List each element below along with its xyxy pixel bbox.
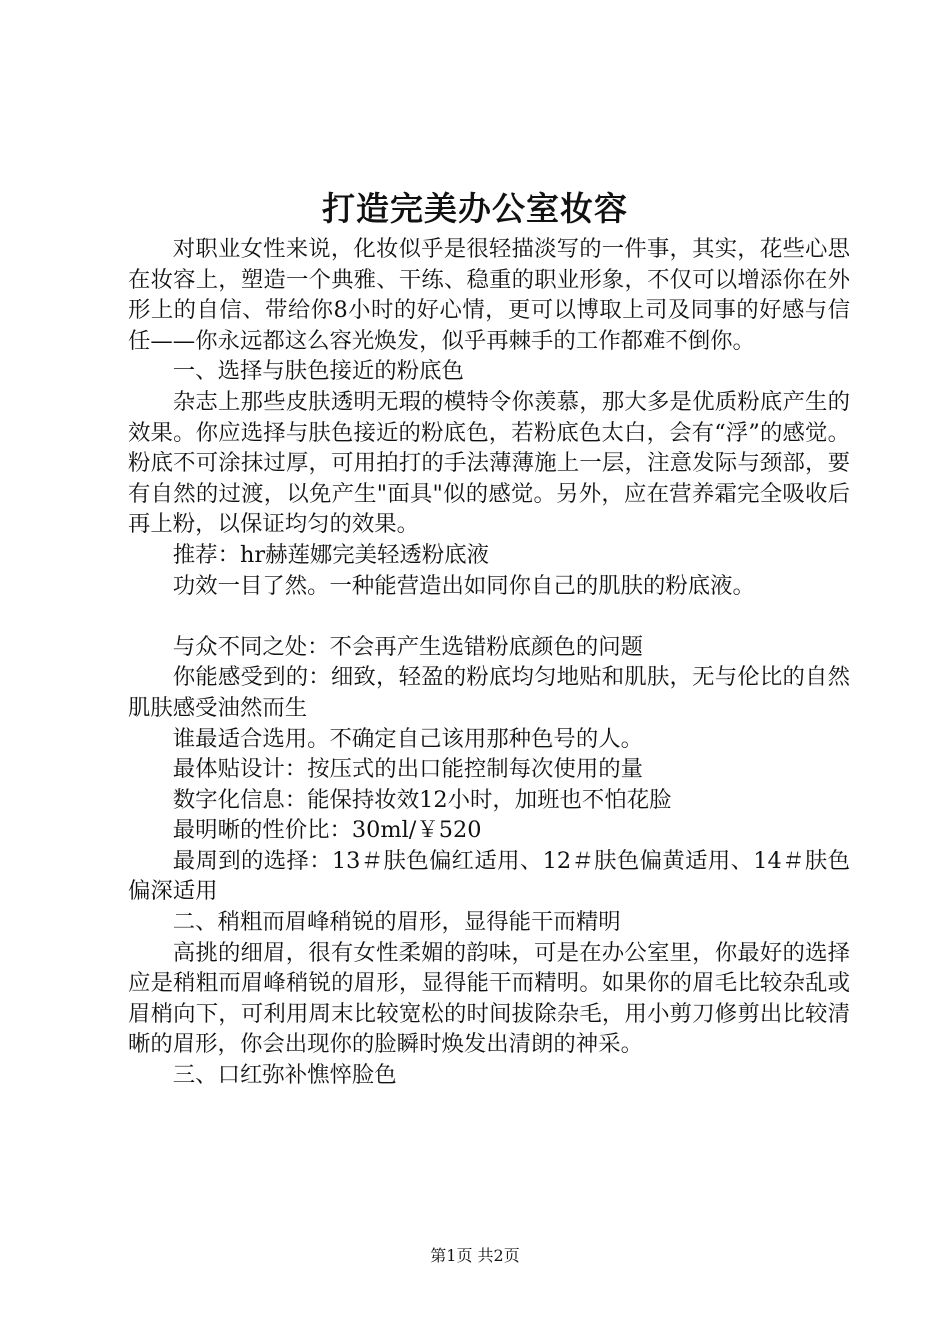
document-body <box>128 234 850 1091</box>
foundation-paragraph: 杂志上那些皮肤透明无瑕的模特令你羡慕，那大多是优质粉底产生的效果。你应选择与肤色接近的粉底色，若粉底色太白，会有“浮”的感觉。粉底不可涂抹过厚，可用拍打的手法薄薄施上一层，注意发际与颈部，要有自然的过渡，以免产生"面具"似的感觉。另外，应在营养霜完全吸收后再上粉，以保证均匀的效果。 <box>128 388 850 538</box>
difference-line: 与众不同之处：不会再产生选错粉底颜色的问题 <box>172 633 643 660</box>
effect-line: 功效一目了然。一种能营造出如同你自己的肌肤的粉底液。 <box>172 572 755 599</box>
page-footer: 第1页 共2页 <box>430 1246 520 1265</box>
section-heading-eyebrow: 二、稍粗而眉峰稍锐的眉形，显得能干而精明 <box>172 909 621 936</box>
design-line: 最体贴设计：按压式的出口能控制每次使用的量 <box>172 756 643 783</box>
shade-choice-line: 最周到的选择：13＃肤色偏红适用、12＃肤色偏黄适用、14＃肤色偏深适用 <box>128 847 850 905</box>
eyebrow-paragraph: 高挑的细眉，很有女性柔媚的韵味，可是在办公室里，你最好的选择应是稍粗而眉峰稍锐的眉形，显得能干而精明。如果你的眉毛比较杂乱或眉梢向下，可利用周末比较宽松的时间拔除杂毛，用小剪刀修剪出比较清晰的眉形，你会出现你的脸瞬时焕发出清朗的神采。 <box>128 939 850 1058</box>
section-heading-foundation: 一、选择与肤色接近的粉底色 <box>172 358 464 385</box>
digital-info-line: 数字化信息：能保持妆效12小时，加班也不怕花脸 <box>172 786 672 813</box>
price-line: 最明晰的性价比：30ml/￥520 <box>172 817 482 844</box>
feeling-line: 你能感受到的：细致，轻盈的粉底均匀地贴和肌肤，无与伦比的自然肌肤感受油然而生 <box>128 664 850 721</box>
recommendation-line: 推荐：hr赫莲娜完美轻透粉底液 <box>172 541 489 568</box>
suitable-line: 谁最适合选用。不确定自己该用那种色号的人。 <box>172 725 643 752</box>
document-title: 打造完美办公室妆容 <box>322 189 628 228</box>
section-heading-lipstick: 三、口红弥补憔悴脸色 <box>172 1062 397 1089</box>
intro-paragraph: 对职业女性来说，化妆似乎是很轻描淡写的一件事，其实，花些心思在妆容上，塑造一个典雅、干练、稳重的职业形象，不仅可以增添你在外形上的自信、带给你8小时的好心情，更可以博取上司及同事的好感与信任——你永远都这么容光焕发，似乎再棘手的工作都难不倒你。 <box>128 236 850 354</box>
